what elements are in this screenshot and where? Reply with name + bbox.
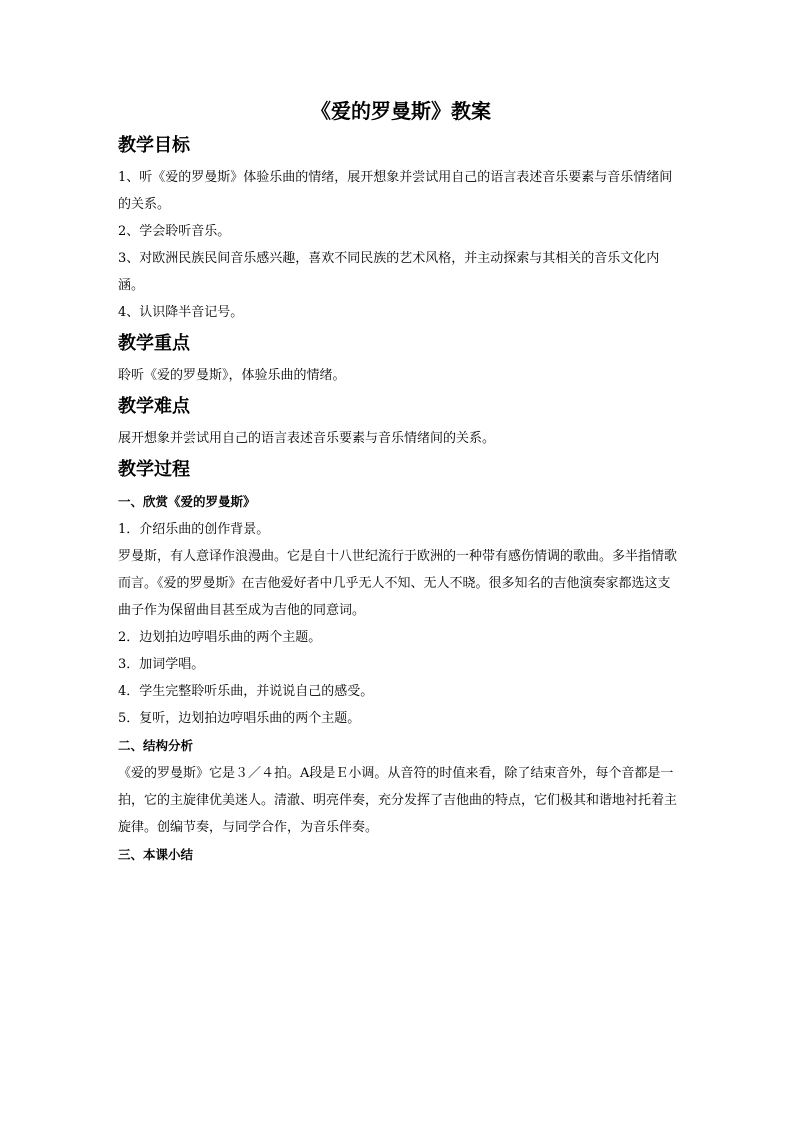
process-paragraph: 罗曼斯，有人意译作浪漫曲。它是自十八世纪流行于欧洲的一种带有感伤情调的歌曲。多半指情歌而言。《爱的罗曼斯》在吉他爱好者中几乎无人不知、无人不晓。很多知名的吉他演奏家都选这支曲子作为保留曲目甚至成为吉他的同意词。 <box>118 549 678 618</box>
process-subheading-appreciation: 一、欣赏《爱的罗曼斯》 <box>118 494 256 509</box>
document-title: 《爱的罗曼斯》教案 <box>311 99 491 123</box>
key-point-paragraph: 聆听《爱的罗曼斯》，体验乐曲的情绪。 <box>118 368 346 383</box>
process-subheading-structure: 二、结构分析 <box>118 738 194 753</box>
objective-paragraph: 2、学会聆听音乐。 <box>118 224 231 239</box>
section-heading-process: 教学过程 <box>118 459 190 480</box>
process-paragraph: 《爱的罗曼斯》它是３／４拍。A段是Ｅ小调。从音符的时值来看，除了结束音外，每个音都是一拍，它的主旋律优美迷人。清澈、明亮伴奏，充分发挥了吉他曲的特点，它们极其和谐地衬托着主旋律。创编节奏，与同学合作，为音乐伴奏。 <box>118 766 678 835</box>
process-paragraph: 4．学生完整聆听乐曲，并说说自己的感受。 <box>118 684 374 699</box>
process-paragraph: 1．介绍乐曲的创作背景。 <box>118 522 270 537</box>
difficulty-paragraph: 展开想象并尝试用自己的语言表述音乐要素与音乐情绪间的关系。 <box>118 431 496 446</box>
process-paragraph: 5．复听，边划拍边哼唱乐曲的两个主题。 <box>118 711 361 726</box>
section-heading-key-points: 教学重点 <box>118 333 190 354</box>
process-paragraph: 3．加词学唱。 <box>118 657 205 672</box>
objective-paragraph: 4、认识降半音记号。 <box>118 305 244 320</box>
document-body <box>118 96 678 869</box>
objective-paragraph: 1、听《爱的罗曼斯》体验乐曲的情绪，展开想象并尝试用自己的语言表述音乐要素与音乐情绪间的关系。 <box>118 170 673 212</box>
section-heading-objectives: 教学目标 <box>118 135 190 156</box>
process-paragraph: 2．边划拍边哼唱乐曲的两个主题。 <box>118 630 322 645</box>
section-heading-difficulties: 教学难点 <box>118 396 190 417</box>
process-subheading-summary: 三、本课小结 <box>118 847 194 862</box>
objective-paragraph: 3、对欧洲民族民间音乐感兴趣，喜欢不同民族的艺术风格，并主动探索与其相关的音乐文化内涵。 <box>118 251 660 293</box>
